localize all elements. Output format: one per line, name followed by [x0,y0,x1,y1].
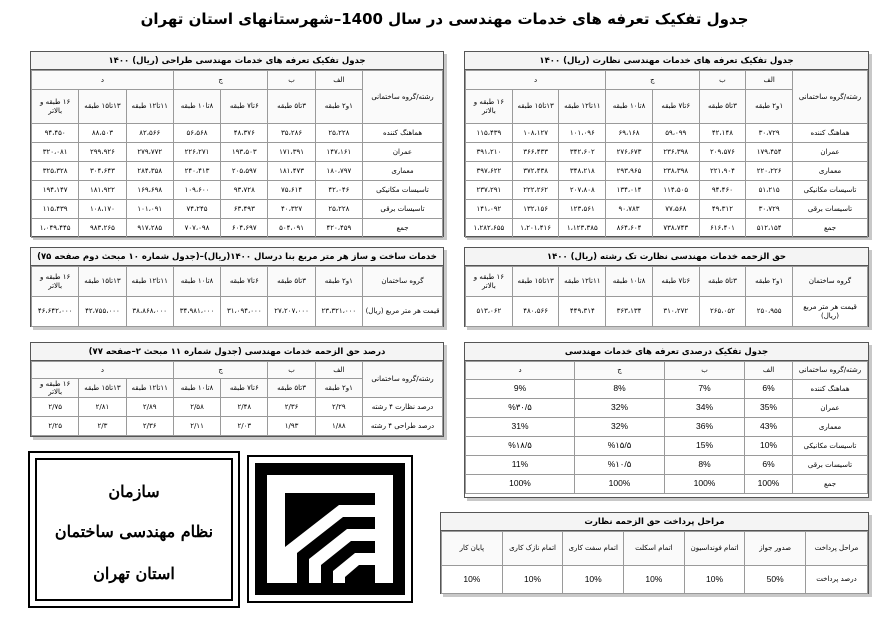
header-group-jim: ج [575,362,665,380]
table-cell: ۴۹،۳۱۲ [699,200,746,219]
table-cell: 100% [745,475,793,494]
header-building-group: رشته/گروه ساختمانی [793,71,868,124]
header-floor-range: ۸تا۱۰ طبقه [606,90,653,124]
row-label: معماری [363,162,443,181]
table-row [466,200,868,219]
table-cell: ۵۹،۰۹۹ [652,124,699,143]
table-cell: ۵۶،۵۶۸ [173,124,220,143]
header-floor-range: ۶تا۷ طبقه [652,267,699,297]
table-cell: ۴۴۹،۳۱۴ [559,297,606,327]
table-cell: ۱۰۹،۶۰۰ [173,181,220,200]
table-cell: ۲۳،۳۲۱،۰۰۰ [315,297,362,327]
table-cell: ۱۷۱،۳۹۱ [268,143,315,162]
table-cell: 31% [466,418,575,437]
single-discipline-grid [465,266,868,327]
stage-header: اتمام اسکلت [624,532,685,566]
table-cell: ۸۶۴،۶۰۴ [606,219,653,238]
header-floor-range: ۱و۲ طبقه [315,267,362,297]
stage-percent: 10% [684,566,745,594]
percentage-breakdown-table [464,342,869,498]
table-cell: 10% [745,437,793,456]
percentage-breakdown-grid [465,361,868,494]
table-cell: ۲۲۶،۲۷۱ [173,143,220,162]
row-label: جمع [793,475,868,494]
table-row [466,475,868,494]
table-cell: ۲۷،۲۰۷،۰۰۰ [268,297,315,327]
stage-header: مراحل پرداخت [806,532,868,566]
table-cell: %۱۰/۵ [575,456,665,475]
table-row [466,124,868,143]
org-line-1: سازمان [108,482,160,501]
table-cell: ۷۴،۲۴۵ [173,200,220,219]
tarrahi-table-title: جدول تفکیک تعرفه های خدمات مهندسی طراحی (ریال) ۱۴۰۰ [31,52,443,70]
fee-percentage-table [30,342,444,437]
table-cell: 7% [665,380,745,399]
table-cell: ۵۰۴،۰۹۱ [268,219,315,238]
header-floor-range: ۱و۲ طبقه [315,379,362,398]
header-floor-range: ۶تا۷ طبقه [221,379,268,398]
table-cell: ۸۸،۵۰۳ [79,124,126,143]
row-label: تاسیسات برقی [793,456,868,475]
header-floor-range: ۱۱تا۱۲ طبقه [559,267,606,297]
table-cell: ۱۰۱،۰۹۶ [559,124,606,143]
table-cell: ۱۷۹،۴۵۴ [746,143,793,162]
row-label: تاسیسات مکانیکی [793,181,868,200]
table-cell: ۱۱۵،۴۳۹ [466,124,513,143]
construction-cost-title: خدمات ساخت و ساز هر متر مربع بنا درسال ۱۴۰۰(ریال)–(جدول شماره ۱۰ مبحث دوم صفحه ۷۵) [31,248,443,266]
table-cell: ۲۷۶،۶۷۳ [606,143,653,162]
header-floor-range: ۱۳تا۱۵ طبقه [512,267,559,297]
table-row [32,181,443,200]
single-discipline-table [464,247,869,327]
table-cell: ۲۰۵،۵۹۷ [221,162,268,181]
table-cell: ۹۸۳،۲۶۵ [79,219,126,238]
table-cell: ۲۲۰،۲۲۶ [746,162,793,181]
table-cell: ۳۱۰،۲۷۲ [652,297,699,327]
header-group-jim: ج [173,362,268,379]
stage-percent: 10% [442,566,503,594]
stage-header: اتمام سفت کاری [563,532,624,566]
stage-header: اتمام نازک کاری [502,532,563,566]
header-floor-range: ۳تا۵ طبقه [268,267,315,297]
table-cell: ۳۲۵،۳۲۸ [32,162,79,181]
row-label: هماهنگ کننده [363,124,443,143]
payment-percent-label: درصد پرداخت [806,566,868,594]
table-row [466,380,868,399]
table-cell: ۳۶۳،۱۳۴ [606,297,653,327]
stage-header: پایان کار [442,532,503,566]
table-cell: ۲/۸۹ [126,398,173,417]
table-cell: 34% [665,399,745,418]
header-floor-range: ۱۶ طبقه و بالاتر [466,90,513,124]
row-label: جمع [363,219,443,238]
table-row [32,162,443,181]
row-label: هماهنگ کننده [793,380,868,399]
header-floor-range: ۸تا۱۰ طبقه [173,267,220,297]
table-cell: ۲۳۸،۳۹۸ [652,162,699,181]
table-row [466,437,868,456]
nezarat-table [465,70,868,238]
table-cell: ۳۹۷،۶۲۲ [466,162,513,181]
row-label: عمران [793,399,868,418]
table-row [466,162,868,181]
header-floor-range: ۱۱تا۱۲ طبقه [126,379,173,398]
header-group-dal: د [32,362,174,379]
table-cell: ۷۳۸،۷۴۳ [652,219,699,238]
header-floor-range: ۱و۲ طبقه [746,90,793,124]
table-cell: ۴۲۰،۴۵۹ [315,219,362,238]
header-floor-range: ۱۶ طبقه و بالاتر [32,379,79,398]
table-cell: 32% [575,418,665,437]
table-cell: ۲۹۳،۹۶۵ [606,162,653,181]
tarrahi-table [31,70,443,238]
header-floor-range: ۱و۲ طبقه [746,267,793,297]
table-row [32,143,443,162]
table-cell: ۱،۱۲۳،۳۸۵ [559,219,606,238]
organization-logo [247,455,413,603]
table-cell: ۱۹۴،۱۴۷ [32,181,79,200]
table-cell: ۱۰۸،۱۲۷ [512,124,559,143]
construction-cost-table [30,247,444,327]
header-floor-range: ۶تا۷ طبقه [652,90,699,124]
table-row [466,181,868,200]
table-row [32,200,443,219]
table-cell: ۱۶۹،۶۹۸ [126,181,173,200]
fee-percentage-grid [31,361,443,436]
table-row [32,219,443,238]
table-cell: 11% [466,456,575,475]
table-cell: ۲۵،۲۲۸ [315,200,362,219]
header-group-be: ب [665,362,745,380]
table-cell: ۳۰،۷۲۹ [746,124,793,143]
header-group-be: ب [268,71,315,90]
header-floor-range: ۶تا۷ طبقه [221,90,268,124]
table-cell: ۲۰۷،۸۰۸ [559,181,606,200]
table-cell: ۱۰۱،۰۹۱ [126,200,173,219]
header-group-alef: الف [746,71,793,90]
table-row [466,143,868,162]
row-label: جمع [793,219,868,238]
table-cell: ۲۸۴،۳۵۸ [126,162,173,181]
payment-stages-grid [441,531,868,594]
table-cell: ۴۲،۱۴۸ [699,124,746,143]
header-floor-range: ۸تا۱۰ طبقه [173,90,220,124]
header-floor-range: ۸تا۱۰ طبقه [606,267,653,297]
table-cell: ۱/۸۸ [315,417,362,436]
table-cell: 35% [745,399,793,418]
table-row [32,124,443,143]
stage-header: اتمام فونداسیون [684,532,745,566]
table-cell: 43% [745,418,793,437]
table-cell: ۱۸۰،۷۹۷ [315,162,362,181]
table-cell: ۶۹،۱۶۸ [606,124,653,143]
header-floor-range: ۳تا۵ طبقه [268,90,315,124]
table-cell: 32% [575,399,665,418]
table-cell: ۲۶۵،۰۵۲ [699,297,746,327]
header-floor-range: ۱۳تا۱۵ طبقه [79,90,126,124]
table-cell: ۲۵،۲۲۸ [315,124,362,143]
table-cell: ۱۱۴،۵۰۵ [652,181,699,200]
org-line-3: استان تهران [93,564,175,583]
table-cell: ۲۵۰،۹۵۵ [746,297,793,327]
table-cell: %۳۰/۵ [466,399,575,418]
page-title: جدول تفکیک تعرفه های خدمات مهندسی در سال 1400–شهرستانهای استان تهران [140,10,749,28]
table-cell: ۲۲۲،۲۶۲ [512,181,559,200]
table-cell: 100% [575,475,665,494]
table-cell: ۹۳،۷۲۸ [221,181,268,200]
stage-percent: 10% [563,566,624,594]
table-cell: ۵۱،۲۱۵ [746,181,793,200]
header-floor-range: ۱۶ طبقه و بالاتر [32,267,79,297]
header-group-alef: الف [315,362,362,379]
table-cell: ۱۳۴،۰۱۴ [606,181,653,200]
table-cell: %۱۵/۵ [575,437,665,456]
header-floor-range: ۳تا۵ طبقه [699,90,746,124]
stage-percent: 50% [745,566,806,594]
table-cell: 6% [745,456,793,475]
header-group-jim: ج [173,71,268,90]
header-group-jim: ج [606,71,699,90]
table-row [32,398,443,417]
table-cell: ۴۲،۷۵۵،۰۰۰ [79,297,126,327]
table-row [466,418,868,437]
table-cell: ۱۹۳،۵۰۳ [221,143,268,162]
table-cell: ۳۷۲،۴۳۸ [512,162,559,181]
table-cell: ۴۶،۶۴۲،۰۰۰ [32,297,79,327]
table-cell: 6% [745,380,793,399]
table-cell: ۲/۴۸ [221,398,268,417]
org-line-2: نظام مهندسی ساختمان [54,522,214,541]
row-label: عمران [363,143,443,162]
header-floor-range: ۶تا۷ طبقه [221,267,268,297]
header-floor-range: ۱۶ طبقه و بالاتر [466,267,513,297]
table-cell: ۱۳۲،۱۵۶ [512,200,559,219]
row-label: تاسیسات برقی [793,200,868,219]
organization-name-box [28,451,240,608]
single-discipline-title: حق الزحمه خدمات مهندسی نظارت تک رشته (ریال) ۱۴۰۰ [465,248,868,266]
table-cell: ۶۱۶،۴۰۱ [699,219,746,238]
table-cell: ۲/۷۵ [32,398,79,417]
header-building-group: رشته/گروه ساختمانی [363,71,443,124]
table-cell: ۹۴،۴۶۰ [699,181,746,200]
table-cell: 100% [466,475,575,494]
nezarat-tariff-table [464,51,869,237]
table-cell: ۳۲۰،۰۸۱ [32,143,79,162]
header-floor-range: ۱۶ طبقه و بالاتر [32,90,79,124]
table-cell: ۳۴۸،۲۱۸ [559,162,606,181]
table-cell: ۴۸،۳۷۶ [221,124,268,143]
table-cell: ۱،۲۸۲،۶۵۵ [466,219,513,238]
header-building-group: رشته/گروه ساختمانی [793,362,868,380]
percentage-breakdown-title: جدول تفکیک درصدی تعرفه های خدمات مهندسی [465,343,868,361]
table-cell: ۲/۳ [79,417,126,436]
table-cell: ۳۴۲،۶۰۲ [559,143,606,162]
table-cell: ۱۲۳،۵۶۱ [559,200,606,219]
header-group-be: ب [268,362,315,379]
table-cell: ۹۱۷،۲۸۵ [126,219,173,238]
table-cell: ۱۰۸،۱۷۰ [79,200,126,219]
table-cell: ۹۴،۴۵۰ [32,124,79,143]
table-row [32,417,443,436]
table-cell: ۱،۲۰۱،۴۱۶ [512,219,559,238]
stage-percent: 10% [624,566,685,594]
stage-header: صدور جواز [745,532,806,566]
table-cell: ۲۷۹،۷۷۲ [126,143,173,162]
table-cell: ۲/۰۳ [221,417,268,436]
header-floor-range: ۱و۲ طبقه [315,90,362,124]
table-cell: ۸۲،۵۶۶ [126,124,173,143]
table-cell: 8% [665,456,745,475]
table-row [466,456,868,475]
table-cell: ۲/۳۶ [268,398,315,417]
row-label: تاسیسات مکانیکی [793,437,868,456]
table-cell: ۷۵،۶۱۴ [268,181,315,200]
row-label: عمران [793,143,868,162]
construction-cost-grid [31,266,443,327]
table-cell: ۱۸۱،۹۲۲ [79,181,126,200]
table-cell: ۳۹۱،۲۱۰ [466,143,513,162]
table-cell: ۲/۵۸ [173,398,220,417]
table-cell: ۲/۲۵ [32,417,79,436]
table-cell: ۲/۳۶ [126,417,173,436]
table-cell: ۳۸،۸۶۸،۰۰۰ [126,297,173,327]
header-floor-range: ۱۳تا۱۵ طبقه [512,90,559,124]
header-group-be: ب [699,71,746,90]
table-cell: ۴۸۰،۵۶۶ [512,297,559,327]
table-cell: ۲۲۱،۹۰۴ [699,162,746,181]
table-cell: ۲۰۹،۵۷۶ [699,143,746,162]
table-cell: ۷۷،۵۶۸ [652,200,699,219]
header-building-group: گروه ساختمان [363,267,443,297]
table-cell: ۴۲،۰۴۶ [315,181,362,200]
table-cell: ۳۰،۷۲۹ [746,200,793,219]
header-floor-range: ۸تا۱۰ طبقه [173,379,220,398]
header-floor-range: ۱۳تا۱۵ طبقه [79,379,126,398]
table-cell: ۳۶۶،۴۳۳ [512,143,559,162]
fee-percentage-title: درصد حق الزحمه خدمات مهندسی (جدول شماره ۱۱ مبحث ۲–صفحه ۷۷) [31,343,443,361]
table-row [466,399,868,418]
table-cell: ۲۳۷،۲۹۱ [466,181,513,200]
table-cell: ۲/۸۱ [79,398,126,417]
header-floor-range: ۱۱تا۱۲ طبقه [126,267,173,297]
row-label: تاسیسات برقی [363,200,443,219]
table-cell: ۵۱۲،۱۵۴ [746,219,793,238]
row-label: درصد نظارت ۴ رشته [363,398,443,417]
table-cell: ۱۴۱،۰۹۲ [466,200,513,219]
header-group-alef: الف [315,71,362,90]
table-row [466,219,868,238]
table-cell: ۱۱۵،۴۳۹ [32,200,79,219]
row-label: معماری [793,162,868,181]
header-building-group: گروه ساختمان [793,267,868,297]
table-cell: ۹۰،۷۸۳ [606,200,653,219]
table-cell: 36% [665,418,745,437]
table-cell: ۱۸۱،۴۷۳ [268,162,315,181]
payment-stages-title: مراحل پرداخت حق الزحمه نظارت [441,513,868,531]
header-floor-range: ۱۱تا۱۲ طبقه [126,90,173,124]
header-group-dal: د [466,362,575,380]
table-cell: 100% [665,475,745,494]
header-floor-range: ۳تا۵ طبقه [268,379,315,398]
table-cell: ۳۰۴،۶۴۳ [79,162,126,181]
row-label: درصد طراحی ۴ رشته [363,417,443,436]
row-label: قیمت هر متر مربع (ریال) [363,297,443,327]
table-cell: ۲۹۹،۹۲۶ [79,143,126,162]
header-group-dal: د [32,71,174,90]
table-cell: ۶۰۴،۶۹۷ [221,219,268,238]
row-label: هماهنگ کننده [793,124,868,143]
table-cell: ۱۴۷،۱۶۱ [315,143,362,162]
table-cell: ۴۰،۳۲۷ [268,200,315,219]
row-label: قیمت هر متر مربع (ریال) [793,297,868,327]
row-label: تاسیسات مکانیکی [363,181,443,200]
table-cell: ۷۰۷،۰۹۸ [173,219,220,238]
table-cell: %۱۸/۵ [466,437,575,456]
table-cell: ۲۴۰،۴۱۳ [173,162,220,181]
table-cell: ۶۳،۴۹۳ [221,200,268,219]
table-cell: ۳۱،۰۹۴،۰۰۰ [221,297,268,327]
table-cell: ۲/۱۱ [173,417,220,436]
table-cell: 15% [665,437,745,456]
payment-stages-table [440,512,869,594]
header-floor-range: ۱۱تا۱۲ طبقه [559,90,606,124]
table-cell: ۱،۰۴۹،۴۴۵ [32,219,79,238]
table-cell: ۲۳۶،۳۹۸ [652,143,699,162]
header-floor-range: ۳تا۵ طبقه [699,267,746,297]
header-building-group: رشته/گروه ساختمانی [363,362,443,398]
row-label: معماری [793,418,868,437]
stage-percent: 10% [502,566,563,594]
table-cell: ۳۵،۲۸۶ [268,124,315,143]
table-cell: ۱/۹۳ [268,417,315,436]
nezarat-table-title: جدول تفکیک تعرفه های خدمات مهندسی نظارت (ریال) ۱۴۰۰ [465,52,868,70]
tarrahi-tariff-table [30,51,444,237]
table-cell: ۳۴،۹۸۱،۰۰۰ [173,297,220,327]
header-group-dal: د [466,71,606,90]
table-cell: ۲/۲۹ [315,398,362,417]
table-cell: ۵۱۳،۰۶۲ [466,297,513,327]
header-floor-range: ۱۳تا۱۵ طبقه [79,267,126,297]
table-cell: 8% [575,380,665,399]
table-cell: 9% [466,380,575,399]
header-group-alef: الف [745,362,793,380]
